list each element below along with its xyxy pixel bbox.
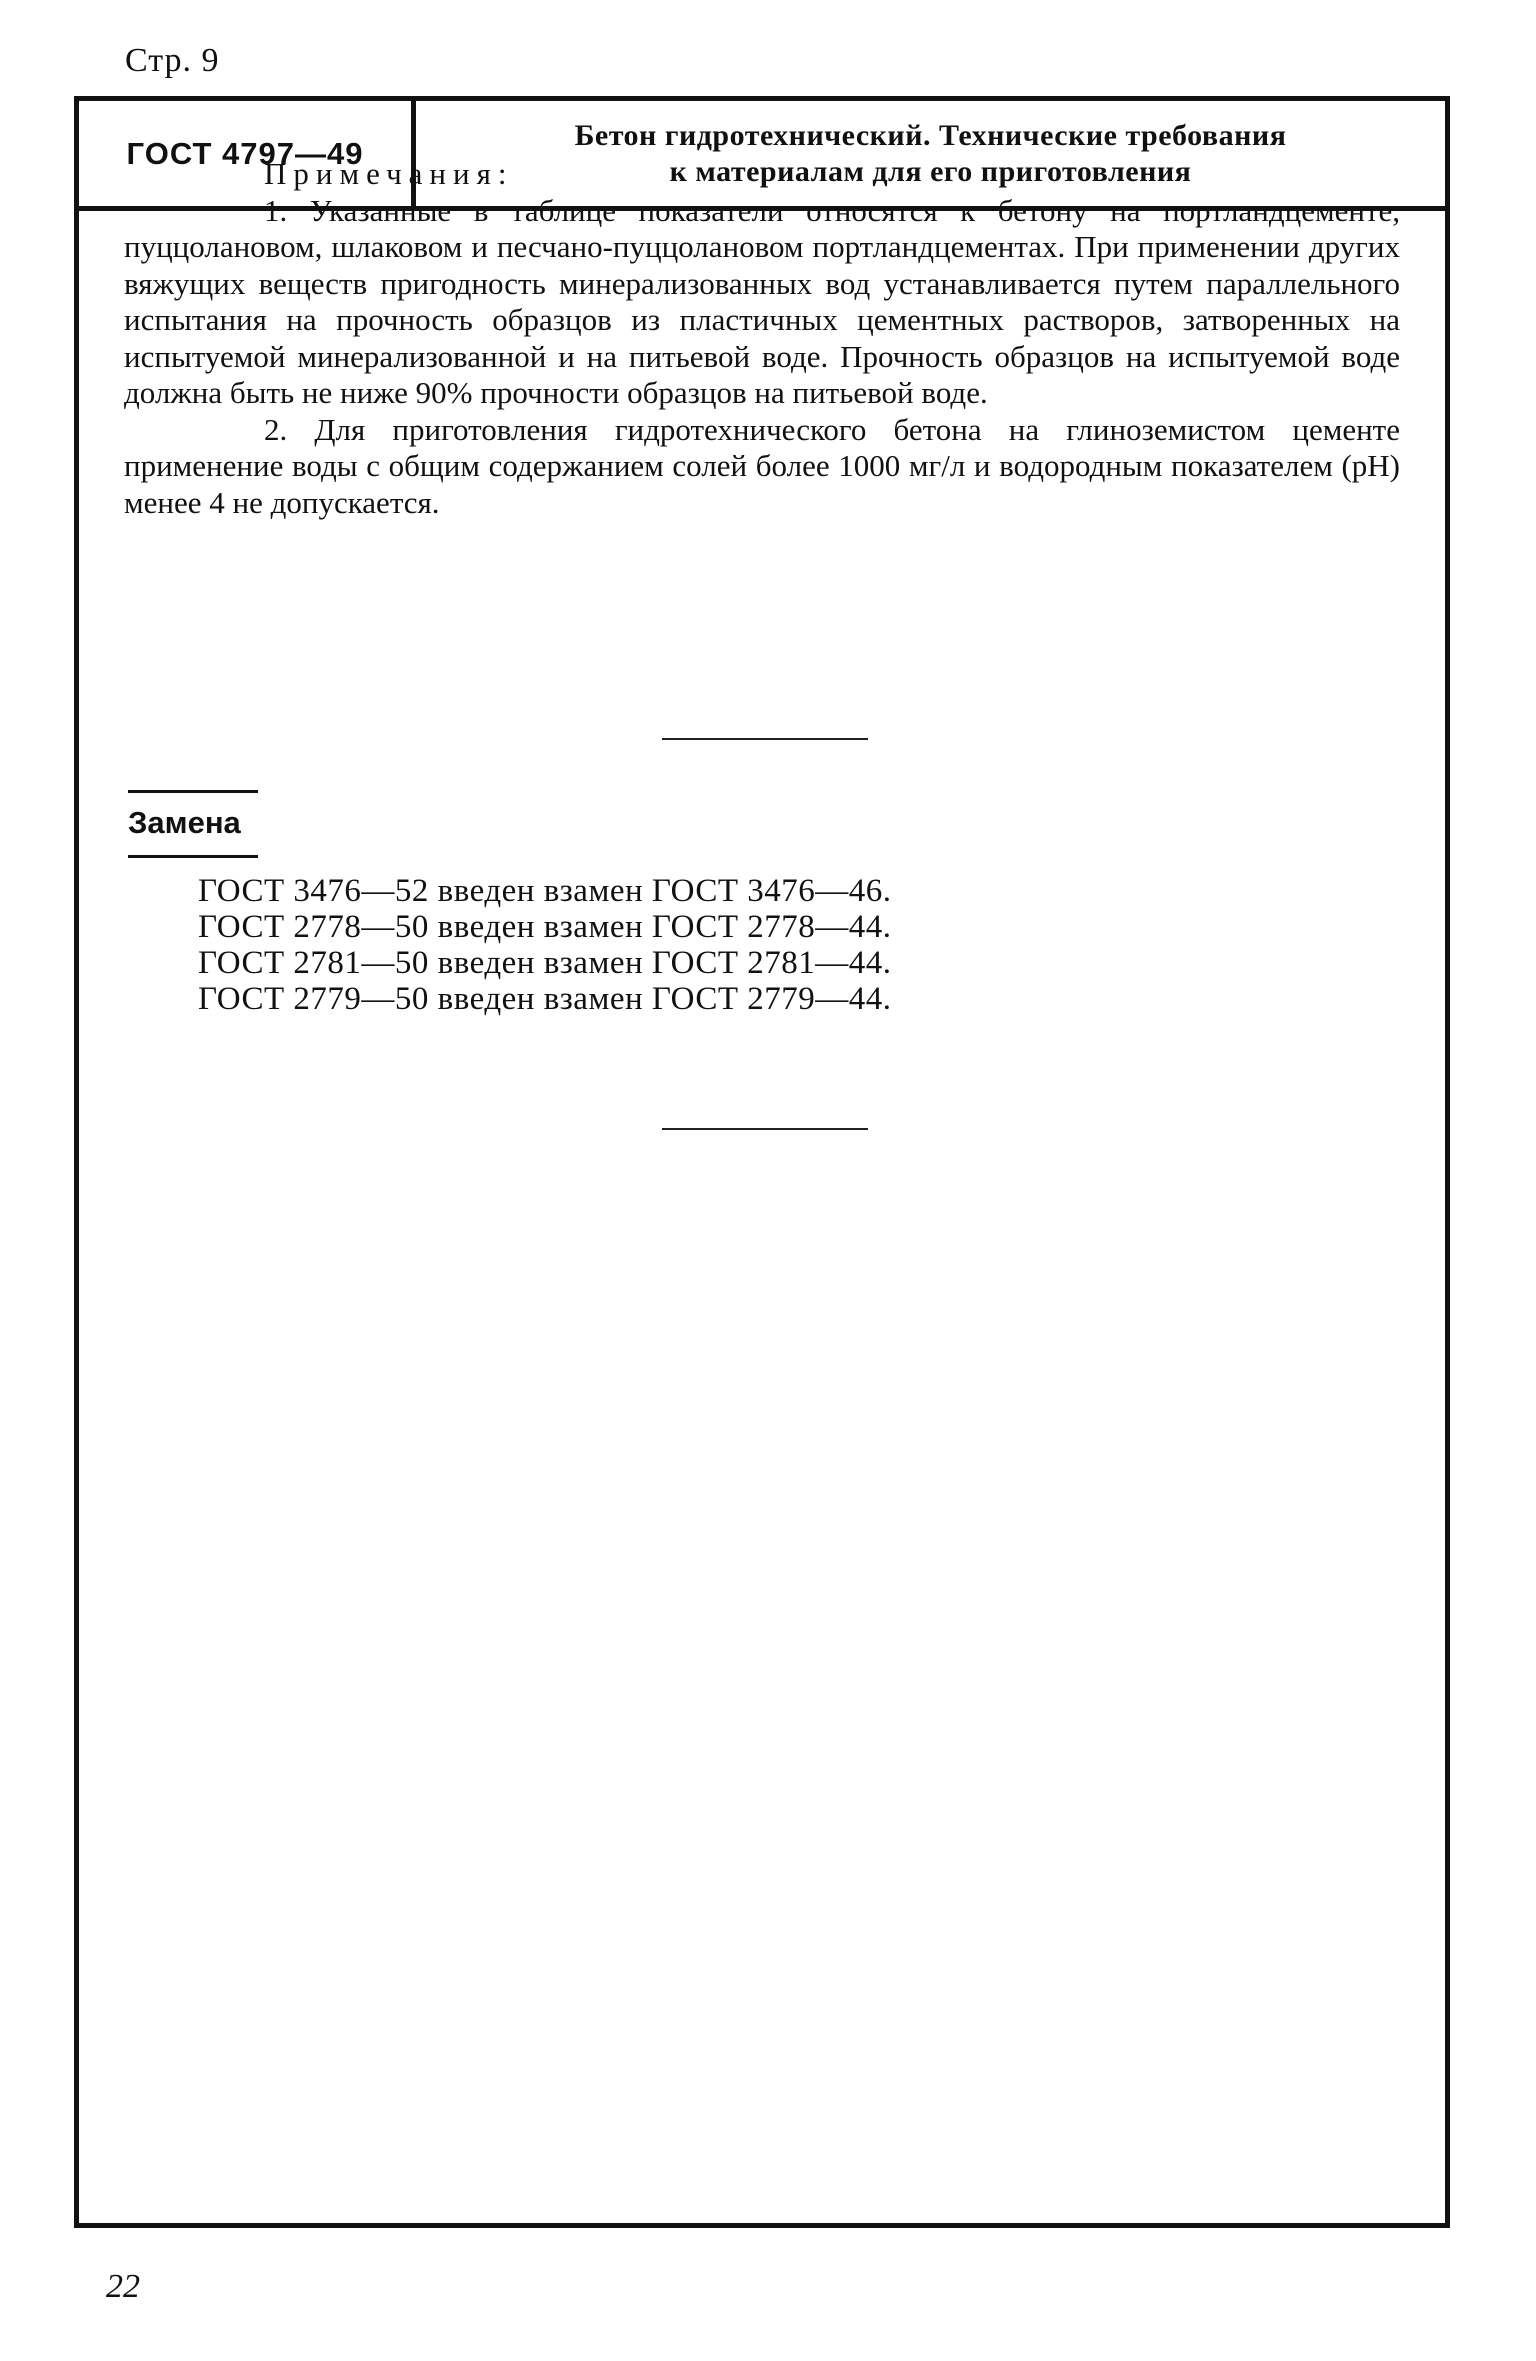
replacement-line: ГОСТ 2781—50 введен взамен ГОСТ 2781—44.: [198, 945, 892, 981]
notes-heading: Примечания:: [264, 156, 514, 191]
page-number: 22: [106, 2268, 140, 2305]
replacement-line: ГОСТ 2779—50 введен взамен ГОСТ 2779—44.: [198, 981, 892, 1017]
page-label: Стр. 9: [125, 42, 220, 79]
replacement-line: ГОСТ 3476—52 введен взамен ГОСТ 3476—46.: [198, 873, 892, 909]
section-separator-2: [662, 1128, 868, 1130]
note-1: 1. Указанные в таблице показатели относятся к бетону на портландцементе, пуццолановом, шлаковом и песчано-пуццолановом портландцементах. При применении других вяжущих веществ пригодность минерализованных вод устанавливается путем параллельного испытания на прочность образцов из пластичных цементных растворов, затворенных на испытуемой минерализованной и на питьевой воде. Прочность образцов на испытуемой воде должна быть не ниже 90% прочности образцов на питьевой воде.: [124, 192, 1400, 410]
replacement-list: [198, 873, 892, 1017]
section-separator-1: [662, 738, 868, 740]
notes-section: [124, 156, 1400, 521]
standard-code: ГОСТ 4797—49: [126, 135, 364, 171]
replacement-heading: Замена: [128, 790, 258, 858]
replacement-line: ГОСТ 2778—50 введен взамен ГОСТ 2778—44.: [198, 909, 892, 945]
document-title-line-2: к материалам для его приготовления: [669, 154, 1192, 188]
note-2: 2. Для приготовления гидротехнического бетона на глиноземистом цементе применение воды с общим содержанием солей более 1000 мг/л и водородным показателем (pH) менее 4 не допускается.: [124, 411, 1400, 520]
document-title-line-1: Бетон гидротехнический. Технические требования: [574, 118, 1287, 152]
